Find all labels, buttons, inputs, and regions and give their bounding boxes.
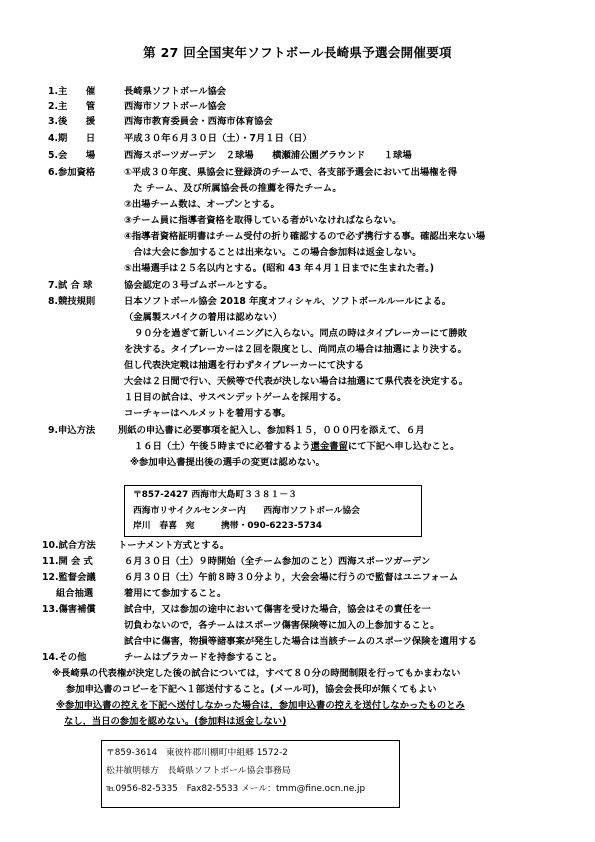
item-8-line-5: 但し代表決定戦は抽選を行わずタイブレーカーにて決する xyxy=(124,360,365,371)
item-9-line-3: ※参加申込書提出後の選手の変更は認めない。 xyxy=(130,457,325,468)
item-13-line-2: 切負わないので，各チームはスポーツ傷害保険等に加入の上参加すること。 xyxy=(124,620,440,631)
item-12-label: 12.監督会議 xyxy=(42,572,96,583)
item-3-value: 西海市教育委員会・西海市体育協会 xyxy=(124,116,273,127)
item-2-value: 西海市ソフトボール協会 xyxy=(124,101,227,112)
item-12b-value: 着用にて参加すること。 xyxy=(124,588,227,599)
item-12-value: ６月３０日（土）午前８時３０分より，大会会場に行うので監督はユニフォーム xyxy=(124,572,459,583)
item-10-value: トーナメント方式とする。 xyxy=(118,540,230,551)
item-8-line-1: 日本ソフトボール協会 2018 年度オフィシャル、ソフトボールルールによる。 xyxy=(124,296,452,307)
item-6-line-1: ①平成３０年度、県協会に登録済のチームで、各支部予選会において出場権を得 xyxy=(124,167,458,178)
item-5-value: 西海スポーツガーデン ２球場 横瀬浦公園グラウンド １球場 xyxy=(124,150,412,161)
item-13-label: 13.傷害補償 xyxy=(42,604,96,615)
item-2-label: 2.主 管 xyxy=(48,101,96,112)
office-phone-mail: ℡0956-82-5335 Fax82-5533 メール：tmm@fine.ocn.ne.jp xyxy=(106,784,366,794)
note-1-line-2: 参加申込書のコピーを下記へ１部送付すること。(メール可)，協会会長印が無くてもよい xyxy=(66,684,437,695)
item-11-label: 11.開 会 式 xyxy=(42,556,93,567)
item-5-label: 5.会 場 xyxy=(48,150,96,161)
item-9-label: 9.申込方法 xyxy=(48,425,96,436)
note-1-line-1: ※長崎県の代表権が決定した後の試合については，すべて８０分の時間制限を行ってもかまわない xyxy=(52,668,461,679)
item-7-value: 協会認定の３号ゴムボールとする。 xyxy=(124,280,273,291)
contact-box xyxy=(124,485,422,537)
item-6-line-7: ⑤出場選手は２５名以内とする。(昭和 43 年４月１日までに生まれた者。) xyxy=(124,263,435,274)
registered-mail-text: 還金書留 xyxy=(310,441,348,452)
item-6-line-4: ③チーム員に指導者資格を取得している者がいなければならない。 xyxy=(124,215,402,226)
item-9-line-2-post: にて下記へ申し込むこと。 xyxy=(347,441,460,452)
item-3-label: 3.後 援 xyxy=(48,116,96,127)
office-box xyxy=(101,740,400,808)
item-8-line-6: 大会は２日間で行い、天候等で代表が決しない場合は抽選にて県代表を決定する。 xyxy=(124,376,468,387)
item-11-value: ６月３０日（土）９時開始（全チーム参加のこと）西海スポーツガーデン xyxy=(124,556,431,567)
office-organization: 松井敏明様方 長崎県ソフトボール協会事務局 xyxy=(106,766,291,776)
item-8-line-4: を決する。タイブレーカーは２回を限度とし、尚同点の場合は抽選により決する。 xyxy=(124,344,467,355)
item-12b-label: 組合抽選 xyxy=(56,588,94,599)
note-2-line-1: ※参加申込書の控えを下記へ送付しなかった場合は，参加申込書の控えを送付しなかったものとみ xyxy=(56,700,465,711)
item-8-line-8: コーチャーはヘルメットを着用する事。 xyxy=(124,408,291,419)
item-8-line-2: （金属製スパイクの着用は認めない） xyxy=(124,312,282,323)
item-6-line-2: た チーム、及び所属協会長の推薦を得たチーム。 xyxy=(124,183,342,194)
item-9-line-2 xyxy=(134,441,459,453)
item-9-line-1: 別紙の申込書に必要事項を記入し、参加料１５，０００円を添えて、６月 xyxy=(118,425,425,436)
item-6-label: 6.参加資格 xyxy=(48,167,96,178)
item-8-line-7: １日目の試合は、サスペンデットゲームを採用する。 xyxy=(124,392,347,403)
item-1-label: 1.主 催 xyxy=(48,86,96,97)
contact-address: 〒857-2427 西海市大島町３３８１－３ xyxy=(133,490,297,500)
contact-organization: 西海市リサイクルセンター内 西海市ソフトボール協会 xyxy=(133,506,360,516)
item-6-line-6: 合は大会に参加することは出来ない。この場合参加料は返金しない。 xyxy=(124,247,422,258)
note-2-line-2: なし，当日の参加を認めない。(参加料は返金しない) xyxy=(64,716,287,727)
item-8-line-3: ９０分を過ぎて新しいイニングに入らない。同点の時はタイブレーカーにて勝敗 xyxy=(134,328,468,339)
contact-person: 岸川 春喜 宛 携帯・090-6223-5734 xyxy=(133,521,322,531)
item-4-value: 平成３０年６月３０日（土）・7月１日（日） xyxy=(124,133,312,144)
item-6-line-3: ②出場チーム数は、オープンとする。 xyxy=(124,199,280,210)
item-1-value: 長崎県ソフトボール協会 xyxy=(124,86,227,97)
item-14-label: 14.その他 xyxy=(42,652,87,663)
item-7-label: 7.試 合 球 xyxy=(48,280,93,291)
item-13-line-3: 試合中に傷害，物損等諸事案が発生した場合は当該チームのスポーツ保険を適用する xyxy=(124,636,477,647)
item-14-value: チームはプラカードを持参すること。 xyxy=(124,652,283,663)
page-title: 第 27 回全国実年ソフトボール長崎県予選会開催要項 xyxy=(143,45,452,60)
item-10-label: 10.試合方法 xyxy=(42,540,96,551)
office-address: 〒859-3614 東彼杵郡川棚町中組郷 1572-2 xyxy=(106,748,288,758)
item-9-line-2-pre: １６日（土）午後５時までに必着するよう xyxy=(134,441,311,452)
item-8-label: 8.競技規則 xyxy=(48,296,96,307)
item-13-line-1: 試合中，又は参加の途中において傷害を受けた場合，協会はその責任を一 xyxy=(124,604,431,615)
item-6-line-5: ④指導者資格証明書はチーム受付の折り確認するので必ず携行する事。確認出来ない場 xyxy=(124,231,486,242)
item-4-label: 4.期 日 xyxy=(48,133,96,144)
